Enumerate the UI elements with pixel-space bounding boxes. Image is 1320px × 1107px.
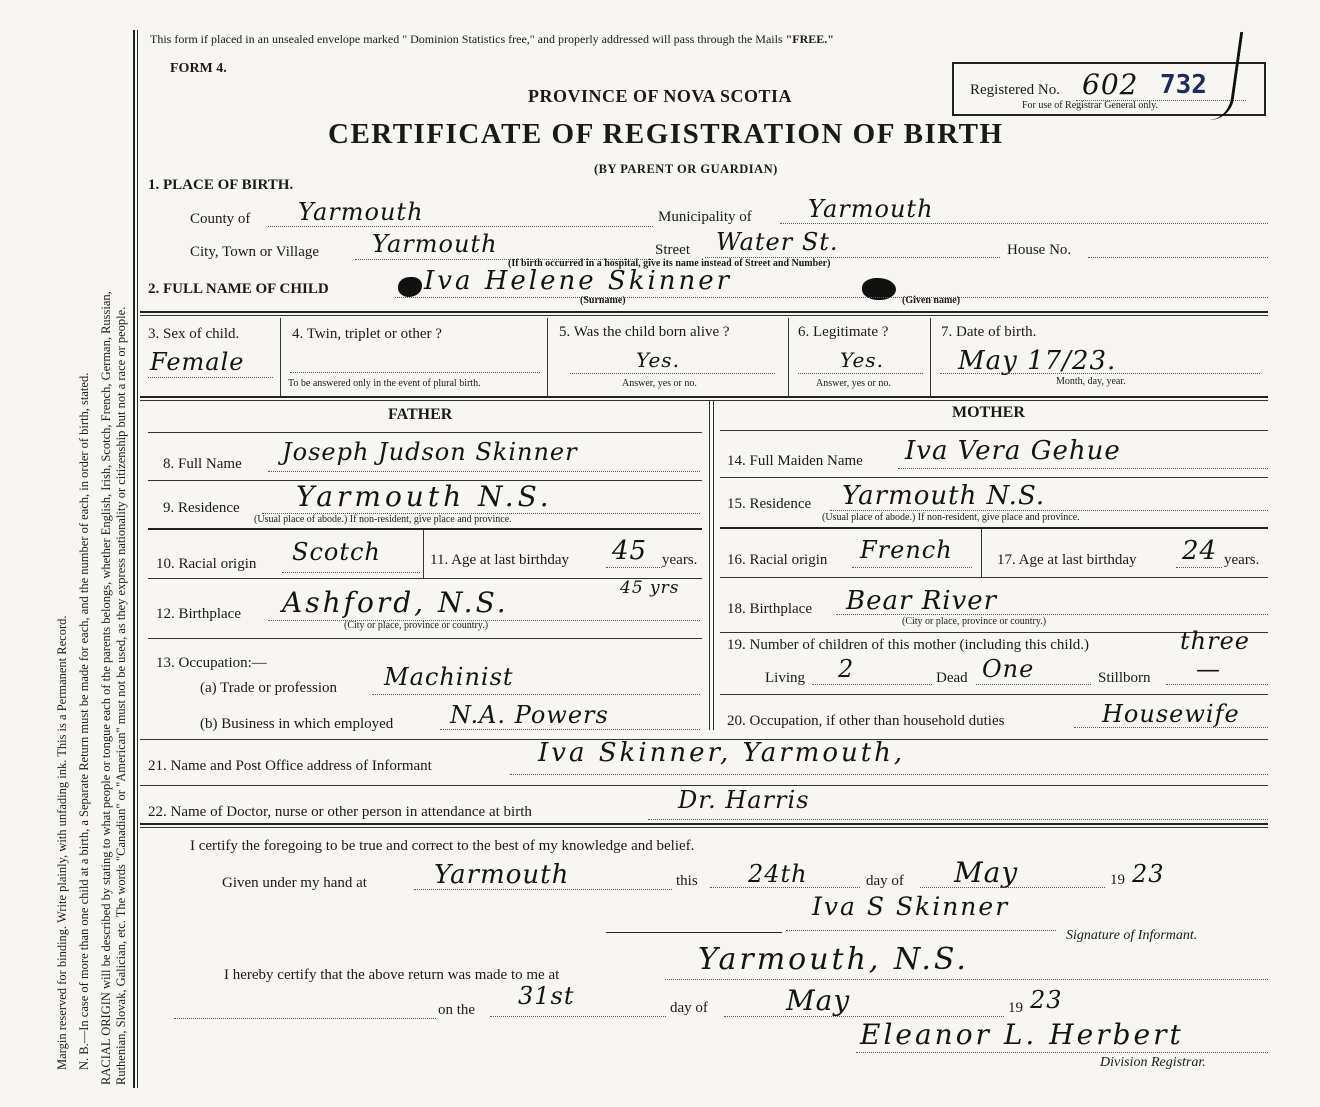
page-title: CERTIFICATE OF REGISTRATION OF BIRTH <box>328 118 1004 150</box>
mother-name-value: Iva Vera Gehue <box>905 436 1121 466</box>
mother-children-value: three <box>1180 627 1250 655</box>
father-birthplace-value: Ashford, N.S. <box>282 586 509 619</box>
mother-age-suffix: years. <box>1224 552 1260 568</box>
father-birthplace-label: 12. Birthplace <box>156 606 241 622</box>
given-name-note: (Given name) <box>902 295 961 306</box>
municipality-label: Municipality of <box>658 209 752 225</box>
alive-label: 5. Was the child born alive ? <box>559 324 730 340</box>
father-racial-value: Scotch <box>292 538 381 566</box>
given-place-value: Yarmouth <box>434 860 570 890</box>
given-this-label: this <box>676 873 698 889</box>
mother-birthplace-value: Bear River <box>846 586 998 616</box>
city-value: Yarmouth <box>372 230 498 258</box>
city-label: City, Town or Village <box>190 244 320 260</box>
municipality-value: Yarmouth <box>808 195 934 223</box>
province-heading: PROVINCE OF NOVA SCOTIA <box>528 86 793 106</box>
given-year-value: 23 <box>1132 860 1165 888</box>
return-on-the-label: on the <box>438 1002 476 1018</box>
father-business-label: (b) Business in which employed <box>200 716 394 732</box>
mother-stillborn-value: — <box>1196 655 1221 683</box>
legitimate-label: 6. Legitimate ? <box>798 324 889 340</box>
registrar-signature: Eleanor L. Herbert <box>860 1018 1184 1051</box>
surname-note: (Surname) <box>580 295 626 306</box>
mother-name-label: 14. Full Maiden Name <box>727 453 863 469</box>
mother-age-label: 17. Age at last birthday <box>997 552 1137 568</box>
registered-handwritten: 602 <box>1082 68 1139 101</box>
return-day-value: 31st <box>518 982 575 1010</box>
given-day-of-label: day of <box>866 873 904 889</box>
mother-racial-label: 16. Racial origin <box>727 552 828 568</box>
county-value: Yarmouth <box>298 198 424 226</box>
father-residence-value: Yarmouth N.S. <box>296 480 553 513</box>
dob-label: 7. Date of birth. <box>941 324 1037 340</box>
informant-value: Iva Skinner, Yarmouth, <box>538 738 906 768</box>
father-residence-label: 9. Residence <box>163 500 240 516</box>
mother-residence-note: (Usual place of abode.) If non-resident, give place and province. <box>822 512 1080 523</box>
legitimate-answer-note: Answer, yes or no. <box>816 378 891 389</box>
mother-residence-label: 15. Residence <box>727 496 812 512</box>
mother-residence-value: Yarmouth N.S. <box>842 481 1046 511</box>
mother-occupation-value: Housewife <box>1102 700 1240 728</box>
mother-living-label: Living <box>765 670 805 686</box>
doctor-label: 22. Name of Doctor, nurse or other person in attendance at birth <box>148 804 532 820</box>
page-subtitle: (BY PARENT OR GUARDIAN) <box>594 162 778 176</box>
place-of-birth-heading: 1. PLACE OF BIRTH. <box>148 177 294 193</box>
mother-birthplace-label: 18. Birthplace <box>727 601 812 617</box>
father-age-extra: 45 yrs <box>620 578 680 598</box>
return-text: I hereby certify that the above return was made to me at <box>224 967 560 983</box>
given-month-value: May <box>954 856 1019 889</box>
mother-age-value: 24 <box>1182 536 1218 566</box>
father-residence-note: (Usual place of abode.) If non-resident, give place and province. <box>254 514 512 525</box>
return-year-prefix: 19 <box>1008 1000 1023 1016</box>
father-trade-value: Machinist <box>384 663 514 691</box>
father-name-value: Joseph Judson Skinner <box>282 438 578 466</box>
mother-stillborn-label: Stillborn <box>1098 670 1151 686</box>
return-day-of-label: day of <box>670 1000 708 1016</box>
ink-blot-left <box>398 277 422 297</box>
certify-text: I certify the foregoing to be true and correct to the best of my knowledge and belief. <box>190 838 695 854</box>
given-under-label: Given under my hand at <box>222 875 367 891</box>
child-name-value: Iva Helene Skinner <box>424 266 733 296</box>
given-year-prefix: 19 <box>1110 872 1125 888</box>
mother-dead-value: One <box>982 655 1035 683</box>
informant-signature: Iva S Skinner <box>812 892 1010 921</box>
margin-note-racial-origin-cont: Ruthenian, Slovak, Galician, etc. The words "Canadian" or "American" must not be used, as they express nationality or citizenship but not a race or people. <box>114 306 128 1085</box>
father-age-value: 45 <box>612 536 648 566</box>
signature-label: Signature of Informant. <box>1066 928 1198 943</box>
mother-heading: MOTHER <box>952 404 1025 421</box>
margin-note-plural-births: N. B.—In case of more than one child at a birth, a Separate Return must be made for each, and the number of each, in order of birth, stated. <box>77 372 91 1070</box>
mother-occupation-label: 20. Occupation, if other than household duties <box>727 713 1005 729</box>
mother-living-value: 2 <box>838 655 855 683</box>
legitimate-value: Yes. <box>840 348 884 372</box>
twin-label: 4. Twin, triplet or other ? <box>292 326 442 342</box>
mother-dead-label: Dead <box>936 670 968 686</box>
father-business-value: N.A. Powers <box>450 701 609 729</box>
registered-label: Registered No. <box>970 82 1060 98</box>
alive-value: Yes. <box>636 348 680 372</box>
father-age-label: 11. Age at last birthday <box>430 552 569 568</box>
father-occupation-label: 13. Occupation:— <box>156 655 267 671</box>
sex-value: Female <box>150 348 245 376</box>
informant-label: 21. Name and Post Office address of Informant <box>148 758 432 774</box>
father-trade-label: (a) Trade or profession <box>200 680 338 696</box>
house-label: House No. <box>1007 242 1072 258</box>
twin-note: To be answered only in the event of plural birth. <box>288 378 481 389</box>
margin-note-racial-origin: RACIAL ORIGIN will be described by stating to what people or tongue each of the parents belongs, whether English, Irish, Scotch, French, German, Russian, <box>99 291 113 1085</box>
county-label: County of <box>190 211 251 227</box>
registrar-note: For use of Registrar General only. <box>1022 100 1158 111</box>
mail-note-free: "FREE." <box>785 32 834 46</box>
mother-children-label: 19. Number of children of this mother (including this child.) <box>727 637 1090 653</box>
child-name-label: 2. FULL NAME OF CHILD <box>148 281 329 297</box>
registrar-label: Division Registrar. <box>1100 1055 1206 1070</box>
margin-note-binding: Margin reserved for binding. Write plainly, with unfading ink. This is a Permanent Record. <box>55 615 69 1070</box>
return-place-value: Yarmouth, N.S. <box>698 942 969 977</box>
registered-stamp: 732 <box>1160 70 1207 100</box>
mother-racial-value: French <box>860 536 953 564</box>
father-name-label: 8. Full Name <box>163 456 242 472</box>
sex-label: 3. Sex of child. <box>148 326 240 342</box>
form-number: FORM 4. <box>170 61 227 76</box>
alive-answer-note: Answer, yes or no. <box>622 378 697 389</box>
dob-value: May 17/23. <box>958 346 1117 376</box>
father-birthplace-note: (City or place, province or country.) <box>344 620 489 631</box>
doctor-value: Dr. Harris <box>678 786 810 814</box>
return-year-value: 23 <box>1030 986 1063 1014</box>
given-day-value: 24th <box>748 860 808 888</box>
hospital-note: (If birth occurred in a hospital, give its name instead of Street and Number) <box>508 258 831 269</box>
return-month-value: May <box>786 984 851 1017</box>
father-racial-label: 10. Racial origin <box>156 556 257 572</box>
dob-note: Month, day, year. <box>1056 376 1126 387</box>
mail-note: This form if placed in an unsealed envelope marked " Dominion Statistics free," and properly addressed will pass through the Mails "FREE." <box>150 32 834 46</box>
street-value: Water St. <box>716 228 839 256</box>
father-age-suffix: years. <box>662 552 698 568</box>
father-heading: FATHER <box>388 406 453 423</box>
street-label: Street <box>655 242 690 258</box>
mother-birthplace-note: (City or place, province or country.) <box>902 616 1047 627</box>
